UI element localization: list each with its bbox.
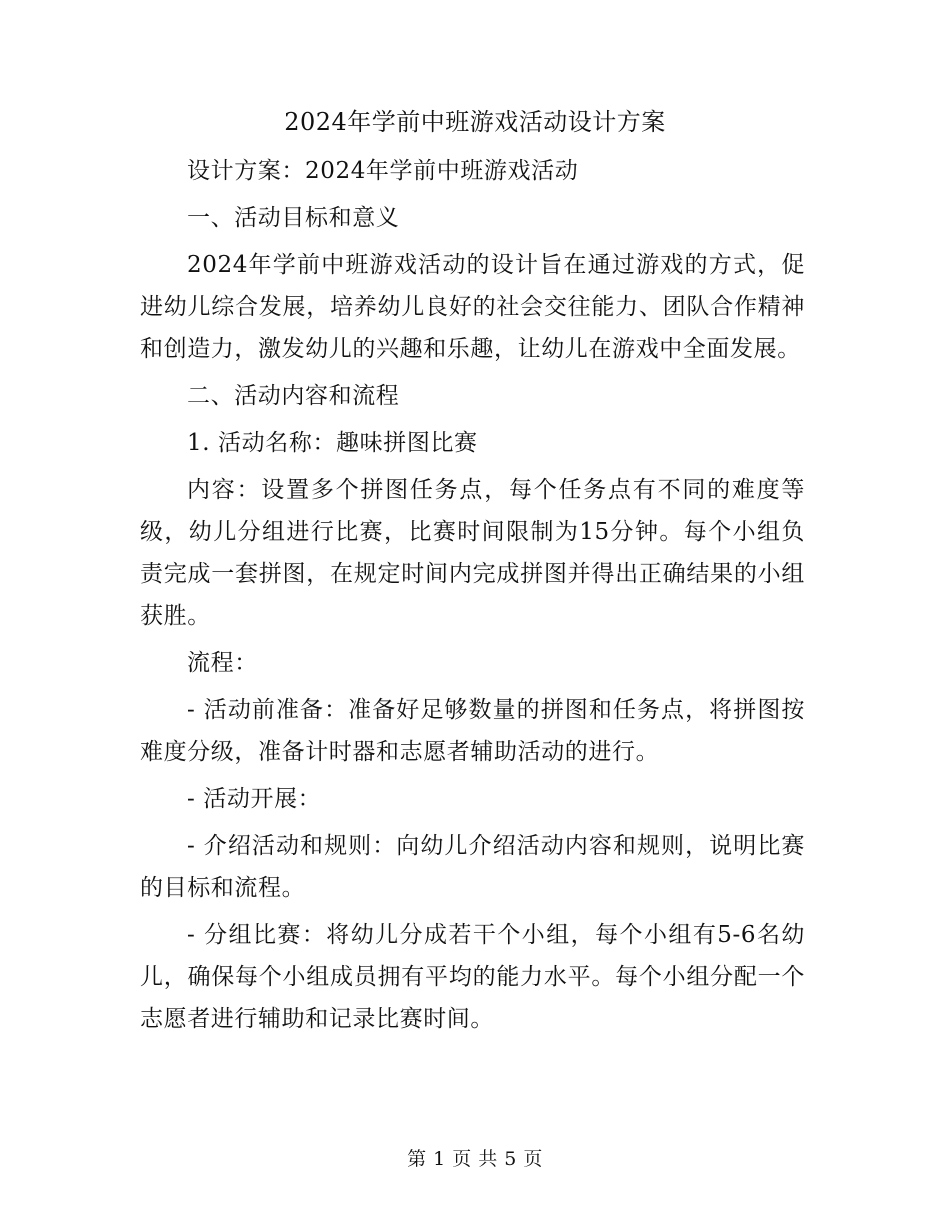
paragraph-grouping: - 分组比赛：将幼儿分成若干个小组，每个小组有5-6名幼儿，确保每个小组成员拥有平均的能力水平。每个小组分配一个志愿者进行辅助和记录比赛时间。 [140,922,805,1032]
paragraph-design-plan: 设计方案：2024年学前中班游戏活动 [187,158,579,184]
paragraph-goals: 2024年学前中班游戏活动的设计旨在通过游戏的方式，促进幼儿综合发展，培养幼儿良好的社会交往能力、团队合作精神和创造力，激发幼儿的兴趣和乐趣，让幼儿在游戏中全面发展。 [140,252,805,362]
heading-section-1: 一、活动目标和意义 [187,205,400,231]
paragraph-activity-name: 1. 活动名称：趣味拼图比赛 [187,430,478,456]
document-title: 2024年学前中班游戏活动设计方案 [284,108,666,136]
paragraph-preparation: - 活动前准备：准备好足够数量的拼图和任务点，将拼图按难度分级，准备计时器和志愿者辅助活动的进行。 [140,697,805,765]
document-body [140,150,805,1045]
paragraph-introduction: - 介绍活动和规则：向幼儿介绍活动内容和规则，说明比赛的目标和流程。 [140,833,805,901]
heading-section-2: 二、活动内容和流程 [187,383,400,409]
paragraph-flow-label: 流程： [187,650,258,676]
paragraph-activity-start: - 活动开展： [187,786,322,812]
paragraph-content: 内容：设置多个拼图任务点，每个任务点有不同的难度等级，幼儿分组进行比赛，比赛时间限制为15分钟。每个小组负责完成一套拼图，在规定时间内完成拼图并得出正确结果的小组获胜。 [140,477,805,629]
page-footer: 第 1 页 共 5 页 [407,1148,543,1170]
